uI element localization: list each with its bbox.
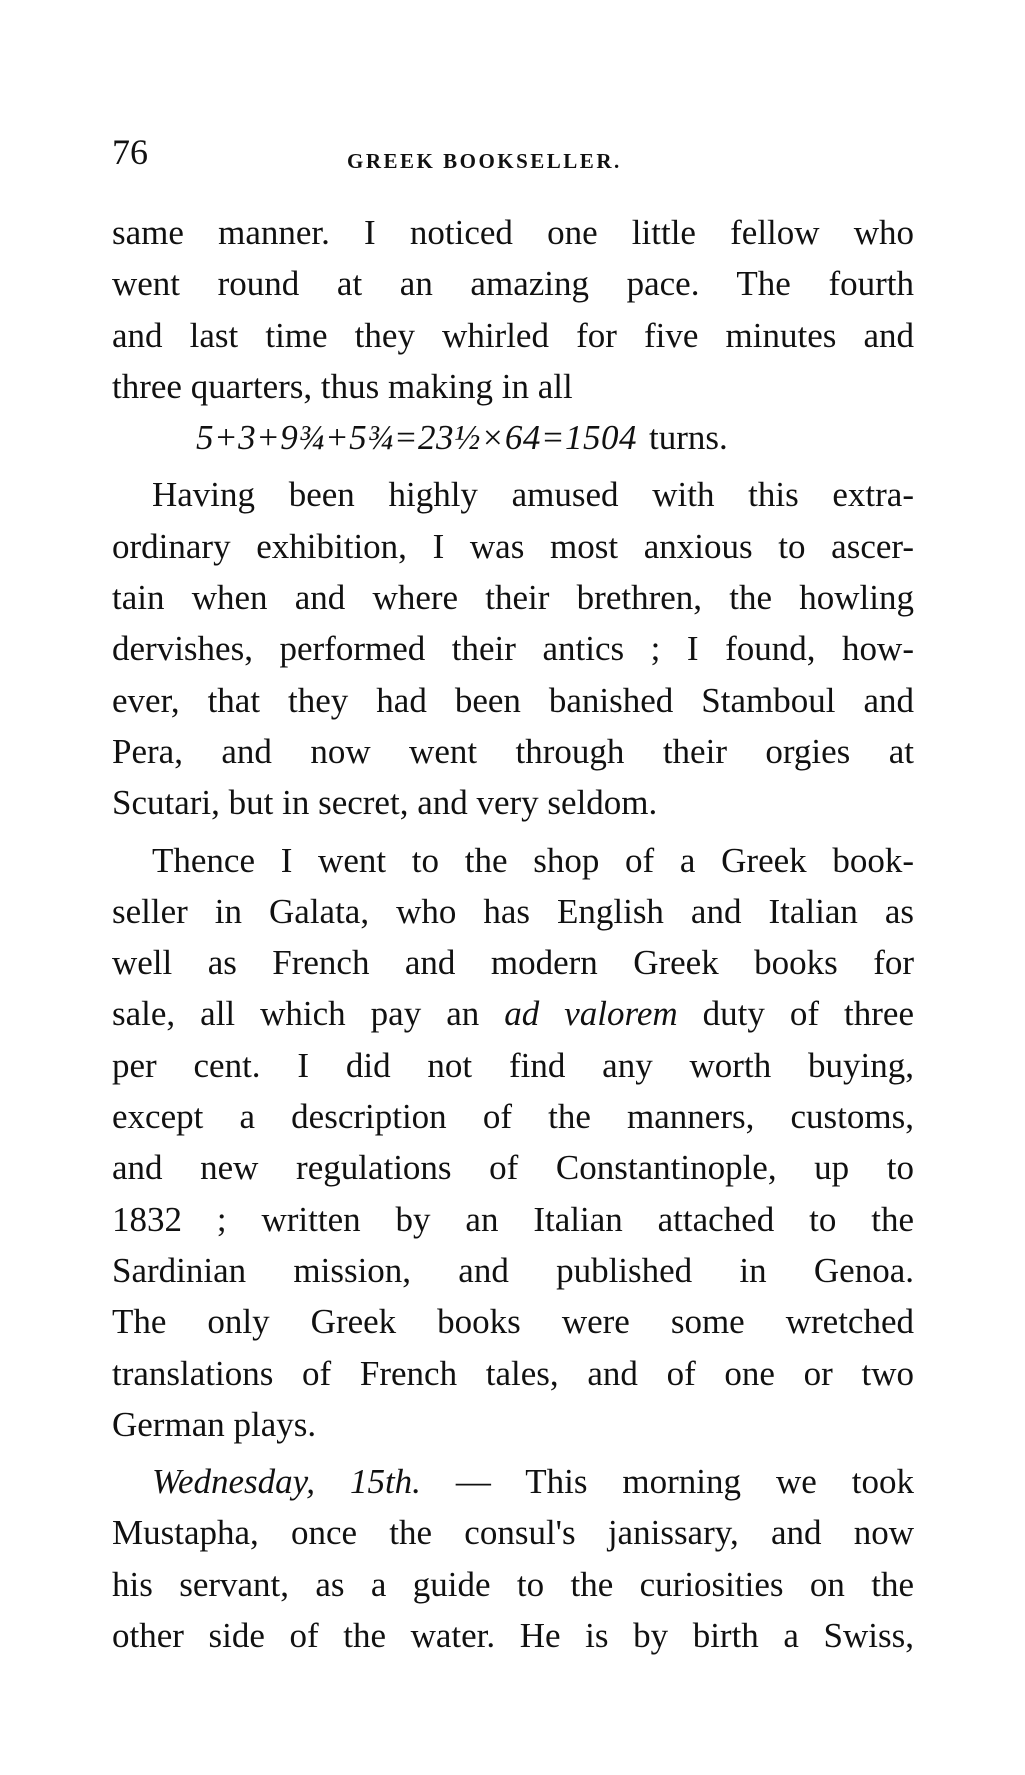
equation-unit: turns. — [648, 418, 728, 458]
equation-line — [112, 412, 914, 463]
text-line: Having been highly amused with this extra- — [152, 475, 914, 515]
paragraph — [112, 469, 914, 828]
text-line: other side of the water. He is by birth a Swiss, — [112, 1616, 914, 1656]
text-run: sale, all which pay an — [112, 994, 505, 1034]
text-line: Pera, and now went through their orgies at — [112, 731, 914, 771]
text-line: and new regulations of Constantinople, up to — [112, 1148, 914, 1188]
equation: 5+3+9¾+5¾=23½×64=1504 — [196, 418, 637, 458]
paragraph — [112, 1456, 914, 1661]
text-line: per cent. I did not find any worth buying, — [112, 1045, 914, 1085]
text-line: and last time they whirled for five minutes and — [112, 315, 914, 355]
text-run: — This morning we took — [420, 1462, 914, 1502]
text-line: ever, that they had been banished Stamboul and — [112, 680, 914, 720]
text-line: ordinary exhibition, I was most anxious to ascer- — [112, 526, 914, 566]
italic-phrase: ad valorem — [504, 994, 678, 1034]
text-line: German plays. — [112, 1404, 317, 1444]
text-line: Sardinian mission, and published in Genoa. — [112, 1250, 914, 1290]
text-line: Thence I went to the shop of a Greek book- — [152, 840, 914, 880]
paragraph — [112, 207, 914, 463]
page-header — [112, 134, 914, 194]
text-line: tain when and where their brethren, the howling — [112, 578, 914, 618]
text-line: 1832 ; written by an Italian attached to the — [112, 1199, 914, 1239]
text-run: duty of three — [677, 994, 914, 1034]
text-line: same manner. I noticed one little fellow who — [112, 213, 914, 252]
text-line: three quarters, thus making in all — [112, 366, 573, 406]
text-line: translations of French tales, and of one or two — [112, 1353, 914, 1393]
paragraph — [112, 835, 914, 1451]
text-line: Scutari, but in secret, and very seldom. — [112, 783, 658, 823]
text-line: went round at an amazing pace. The fourth — [112, 264, 914, 304]
text-line — [112, 988, 914, 1039]
text-line: dervishes, performed their antics ; I found, how- — [112, 629, 914, 669]
text-line: The only Greek books were some wretched — [112, 1302, 914, 1342]
text-line — [112, 1456, 914, 1507]
text-line: well as French and modern Greek books for — [112, 943, 914, 983]
dateline: Wednesday, 15th. — [152, 1462, 421, 1502]
text-line: except a description of the manners, customs, — [112, 1097, 914, 1137]
running-head: GREEK BOOKSELLER. — [347, 149, 622, 173]
text-line: his servant, as a guide to the curiosities on the — [112, 1564, 914, 1604]
page-number: 76 — [112, 132, 148, 172]
text-line: Mustapha, once the consul's janissary, and now — [112, 1513, 914, 1553]
text-line: seller in Galata, who has English and Italian as — [112, 891, 914, 931]
body-text — [112, 207, 914, 1661]
